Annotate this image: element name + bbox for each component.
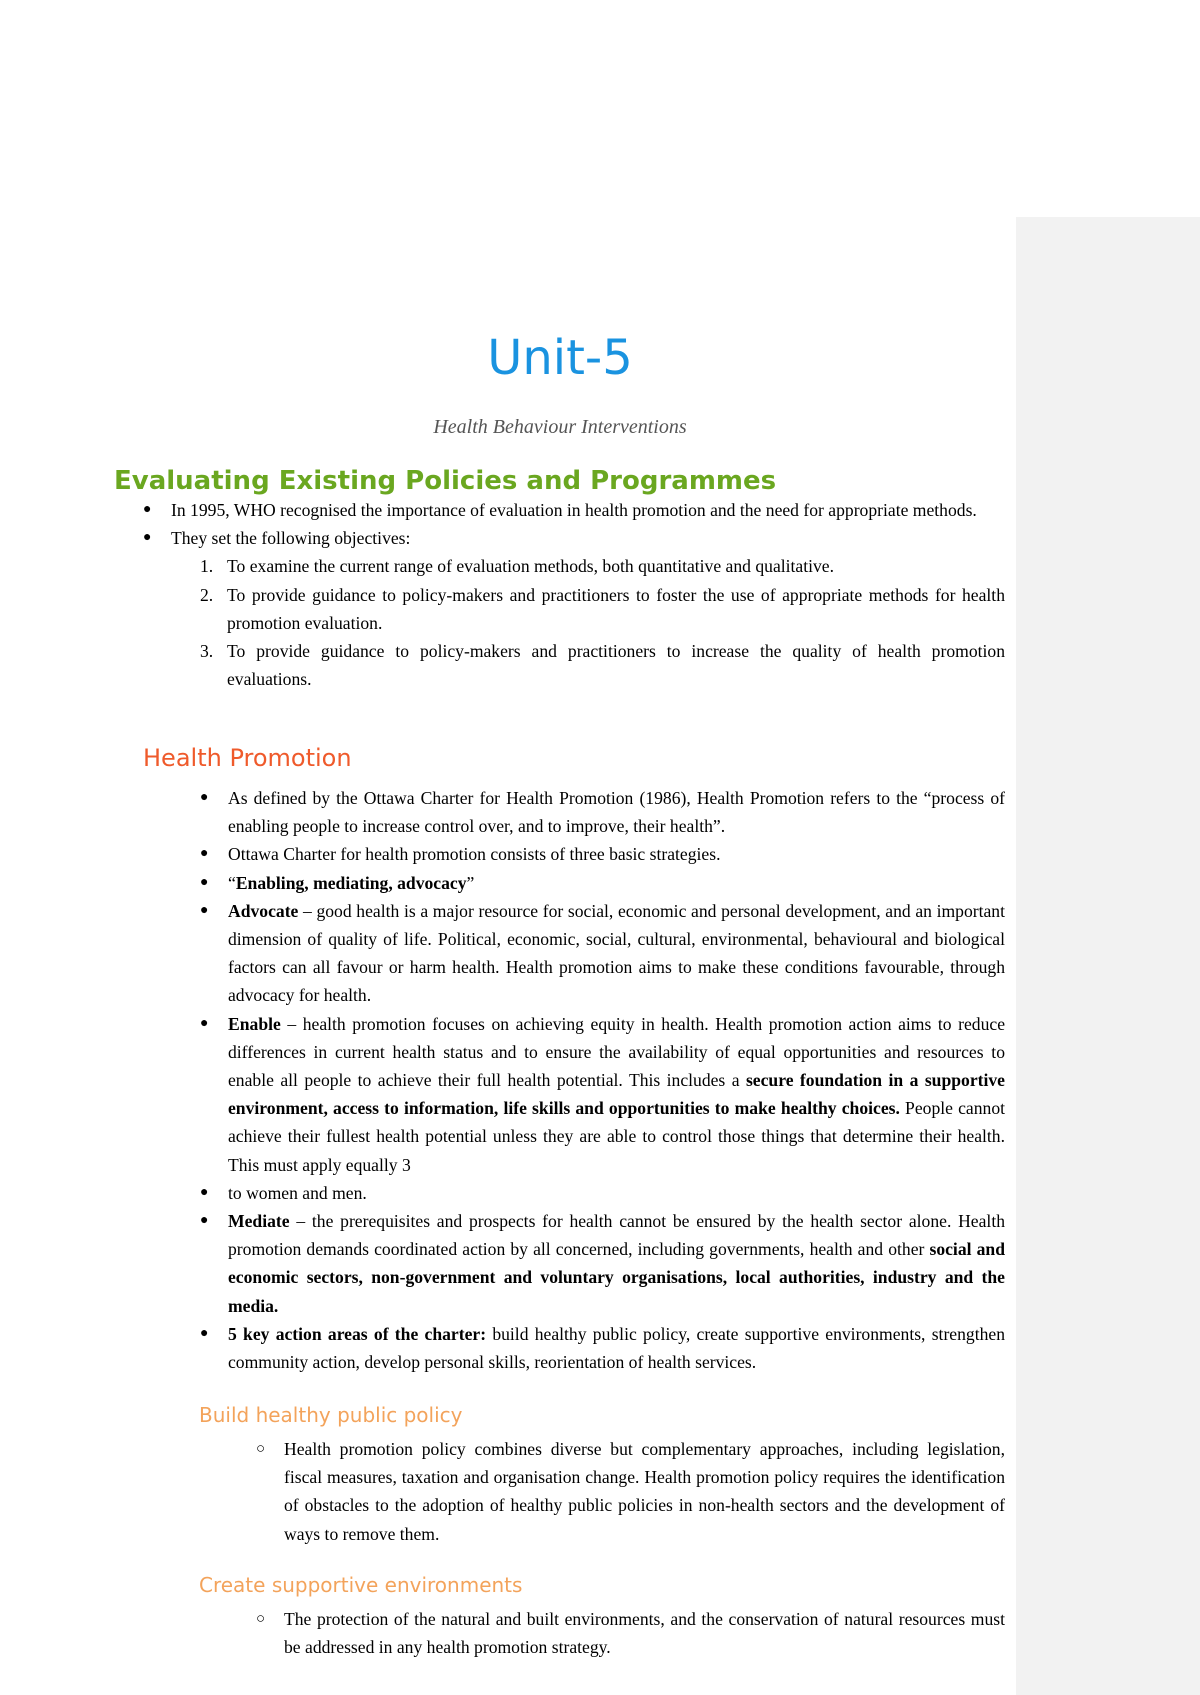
list-item: ○ Health promotion policy combines diverse but complementary approaches, including legislation, fiscal measures, taxation and organisation change. Health promotion policy requires the identification of obstacles to the adoption of healthy public policies in non-health sectors and the development of ways to remove them. — [284, 1435, 1005, 1548]
list-item — [228, 1207, 1005, 1320]
list-item: ○ The protection of the natural and built environments, and the conservation of natural resources must be addressed in any health promotion strategy. — [284, 1605, 1005, 1661]
objectives-list — [171, 552, 1005, 693]
objective-text: To provide guidance to policy-makers and practitioners to foster the use of appropriate methods for health promotion evaluation. — [227, 584, 1005, 633]
build-policy-list — [284, 1435, 1005, 1548]
enable-term: Enable — [228, 1013, 281, 1034]
objective-item — [171, 581, 1005, 637]
key-areas-text: build healthy public policy, create supportive environments, strengthen community action, develop personal skills, reorientation of health services. — [228, 1323, 1005, 1373]
page-title: Unit-5 — [487, 330, 633, 386]
advocate-text: – good health is a major resource for social, economic and personal development, and an important dimension of quality of life. Political, economic, social, cultural, environmental, behavioural and biological factors can all favour or harm health. Health promotion aims to make these conditions favourable, through advocacy for health. — [228, 900, 1005, 1006]
objective-text: To provide guidance to policy-makers and practitioners to increase the quality of health promotion evaluations. — [227, 641, 1005, 690]
strategies-quote: Enabling, mediating, advocacy — [235, 872, 467, 893]
objective-number: 1. — [200, 556, 214, 577]
objective-number: 3. — [200, 641, 214, 662]
objective-item — [171, 552, 1005, 580]
list-item — [228, 897, 1005, 1010]
page-subtitle: Health Behaviour Interventions — [433, 416, 687, 438]
list-item: ● Ottawa Charter for health promotion consists of three basic strategies. — [228, 840, 1005, 868]
objective-number: 2. — [200, 584, 214, 605]
mediate-bold-text: social and economic sectors, non-government and voluntary organisations, local authorities, industry and the media. — [228, 1239, 1005, 1316]
objective-item — [171, 637, 1005, 693]
enable-bold-text: secure foundation in a supportive environment, access to information, life skills and opportunities to make healthy choices. — [228, 1070, 1005, 1119]
quote-close: ” — [466, 872, 475, 893]
list-item — [228, 1320, 1005, 1376]
key-areas-term: 5 key action areas of the charter: — [228, 1323, 487, 1344]
evaluation-bullet-list — [171, 496, 1005, 693]
objective-text: To examine the current range of evaluation methods, both quantitative and qualitative. — [227, 556, 835, 577]
list-item-text: They set the following objectives: — [171, 528, 411, 549]
enable-text-continued: People cannot achieve their fullest health potential unless they are able to control those things that determine their health. This must apply equally 3 — [228, 1098, 1006, 1175]
advocate-term: Advocate — [228, 900, 299, 921]
section-heading-health-promotion: Health Promotion — [143, 744, 352, 772]
list-item — [228, 1010, 1005, 1179]
supportive-env-list — [284, 1605, 1005, 1661]
subheading-supportive-env: Create supportive environments — [199, 1573, 523, 1597]
mediate-text: – the prerequisites and prospects for health cannot be ensured by the health sector alone. Health promotion demands coordinated action by all concerned, including governments, health and other — [228, 1211, 1005, 1260]
quote-open: “ — [228, 872, 236, 893]
subheading-build-policy: Build healthy public policy — [199, 1403, 463, 1427]
list-item — [171, 524, 1005, 693]
list-item: ● to women and men. — [228, 1179, 1005, 1207]
list-item: ● In 1995, WHO recognised the importance of evaluation in health promotion and the need for appropriate methods. — [171, 496, 1005, 524]
health-promotion-bullet-list — [228, 784, 1005, 1376]
enable-text: – health promotion focuses on achieving equity in health. Health promotion action aims to reduce differences in current health status and to ensure the availability of equal opportunities and resources to enable all people to achieve their full health potential. This includes a — [228, 1013, 1005, 1091]
list-item — [228, 869, 1005, 897]
mediate-term: Mediate — [228, 1211, 290, 1232]
section-heading-evaluating: Evaluating Existing Policies and Programmes — [114, 466, 777, 496]
list-item: ● As defined by the Ottawa Charter for Health Promotion (1986), Health Promotion refers to the “process of enabling people to increase control over, and to improve, their health”. — [228, 784, 1005, 840]
